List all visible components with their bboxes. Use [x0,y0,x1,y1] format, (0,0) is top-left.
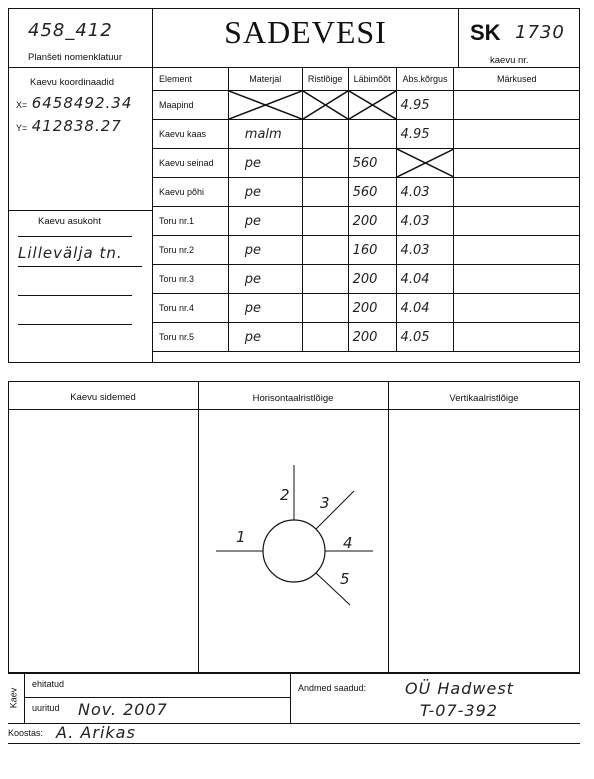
table-row [153,294,580,323]
element-cell [153,178,229,207]
material-text: pe [244,155,262,171]
diameter-cell [348,323,396,352]
compiled-underline [8,743,580,744]
cross-section-cell [302,323,348,352]
cross-section-cell [302,149,348,178]
table-header-row [153,68,580,91]
title-code-divider [458,8,459,68]
y-value: 412838.27 [31,117,122,135]
element-text: Toru nr.5 [159,332,195,342]
material-cell [228,294,302,323]
cross-section-cell [302,207,348,236]
cross-section-cell [302,91,348,120]
abs-height-text: 4.03 [400,213,430,229]
cross-section-cell [302,265,348,294]
well-data-table [152,67,580,352]
x-value: 6458492.34 [31,94,133,112]
notes-cell [454,323,580,352]
well-circle [263,520,325,582]
material-text: pe [244,242,262,258]
material-cell [228,236,302,265]
element-cell [153,236,229,265]
abs-height-cell [396,294,454,323]
col-header-notes: Märkused [454,68,580,91]
compiled-value: A. Arikas [56,723,136,742]
material-cell [228,323,302,352]
diameter-text: 560 [352,184,378,200]
material-text: malm [244,126,282,142]
abs-height-cell [396,149,454,178]
diameter-cell [348,120,396,149]
footer-side-label: Kaev [8,687,19,709]
element-cell [153,120,229,149]
location-underline-2 [18,266,142,267]
location-underline-3 [18,295,132,296]
location-underline-1 [18,236,132,237]
table-row [153,91,580,120]
material-text: pe [244,329,262,345]
page-title: SADEVESI [224,14,387,50]
crossed-out-mark [229,91,302,119]
diameter-cell [348,294,396,323]
table-row [153,265,580,294]
element-text: Kaevu põhi [159,187,205,197]
material-cell [228,149,302,178]
table-row [153,323,580,352]
y-coordinate [16,117,122,136]
material-cell [228,207,302,236]
element-cell [153,265,229,294]
location-top-line [8,210,152,211]
abs-height-cell [396,91,454,120]
diameter-cell [348,265,396,294]
col-header-element: Element [153,68,229,91]
location-label: Kaevu asukoht [38,216,101,227]
notes-cell [454,178,580,207]
crossed-out-mark [303,91,348,119]
element-text: Kaevu seinad [159,158,214,168]
connections-header: Kaevu sidemed [70,392,136,403]
notes-cell [454,265,580,294]
horizontal-section-drawing [198,410,388,672]
diameter-cell [348,236,396,265]
cross-section-cell [302,294,348,323]
notes-cell [454,91,580,120]
element-text: Kaevu kaas [159,129,207,139]
footer-top-line [8,673,580,674]
col-header-cross-section: Ristlõige [302,68,348,91]
abs-height-text: 4.04 [400,300,430,316]
surveyed-label: uuritud [32,703,60,713]
cross-section-cell [302,236,348,265]
element-cell [153,323,229,352]
abs-height-text: 4.05 [400,329,430,345]
col-header-diameter: Läbimõõt [348,68,396,91]
data-source-value-1: OÜ Hadwest [405,679,514,698]
pipe-4-label: 4 [343,534,354,552]
abs-height-text: 4.95 [400,97,430,113]
material-cell [228,91,302,120]
element-cell [153,207,229,236]
y-prefix: Y= [16,123,28,133]
abs-height-cell [396,236,454,265]
x-coordinate [16,94,132,113]
notes-cell [454,149,580,178]
element-text: Toru nr.2 [159,245,195,255]
x-prefix: X= [16,100,28,110]
cross-section-cell [302,120,348,149]
footer-row-divider [24,697,290,698]
well-code-number: 1730 [515,22,565,43]
vertical-section-header: Vertikaalristlõige [449,393,519,404]
surveyed-value: Nov. 2007 [78,700,168,719]
notes-cell [454,120,580,149]
diameter-text: 200 [352,300,378,316]
diameter-text: 560 [352,155,378,171]
footer-mid-divider [290,673,291,723]
abs-height-text: 4.95 [400,126,430,142]
crossed-out-mark [349,91,396,119]
table-row [153,120,580,149]
table-row [153,207,580,236]
abs-height-text: 4.03 [400,184,430,200]
diameter-cell [348,149,396,178]
pipe-1-label: 1 [236,528,247,546]
material-cell [228,120,302,149]
location-underline-4 [18,324,132,325]
material-text: pe [244,184,262,200]
cross-section-cell [302,178,348,207]
element-text: Maapind [159,100,194,110]
footer-side-divider [24,673,25,723]
diameter-cell [348,91,396,120]
element-text: Toru nr.1 [159,216,195,226]
well-code-prefix: SK [470,20,501,45]
material-text: pe [244,271,262,287]
element-cell [153,149,229,178]
element-cell [153,91,229,120]
location-value: Lillevälja tn. [18,244,123,262]
abs-height-cell [396,120,454,149]
notes-cell [454,207,580,236]
element-cell [153,294,229,323]
horizontal-section-header: Horisontaalristlõige [252,393,334,404]
compiled-label: Koostas: [8,728,44,738]
coordinates-label: Kaevu koordinaadid [30,77,114,88]
pipe-5-label: 5 [340,570,351,588]
abs-height-cell [396,265,454,294]
table-row [153,236,580,265]
pipe-3-label: 3 [320,494,331,512]
col-header-material: Materjal [228,68,302,91]
material-cell [228,178,302,207]
col-header-abs-height: Abs.kõrgus [396,68,454,91]
abs-height-text: 4.03 [400,242,430,258]
section-divider-2 [388,381,389,673]
built-label: ehitatud [32,679,65,689]
element-text: Toru nr.3 [159,274,195,284]
material-cell [228,265,302,294]
material-text: pe [244,213,262,229]
diameter-text: 200 [352,271,378,287]
material-text: pe [244,300,262,316]
diameter-text: 200 [352,329,378,345]
table-row [153,149,580,178]
table-row [153,178,580,207]
well-code-label: kaevu nr. [490,55,529,66]
diameter-cell [348,207,396,236]
diameter-text: 160 [352,242,378,258]
sheet-label: Planšeti nomenklatuur [28,52,122,63]
notes-cell [454,294,580,323]
diameter-cell [348,178,396,207]
abs-height-cell [396,207,454,236]
diameter-text: 200 [352,213,378,229]
data-source-label: Andmed saadud: [298,683,367,693]
pipe-2-label: 2 [280,486,291,504]
abs-height-text: 4.04 [400,271,430,287]
abs-height-cell [396,178,454,207]
sheet-number: 458_412 [28,20,113,41]
crossed-out-mark [397,149,454,177]
abs-height-cell [396,323,454,352]
data-source-value-2: T-07-392 [420,701,498,720]
notes-cell [454,236,580,265]
element-text: Toru nr.4 [159,303,195,313]
